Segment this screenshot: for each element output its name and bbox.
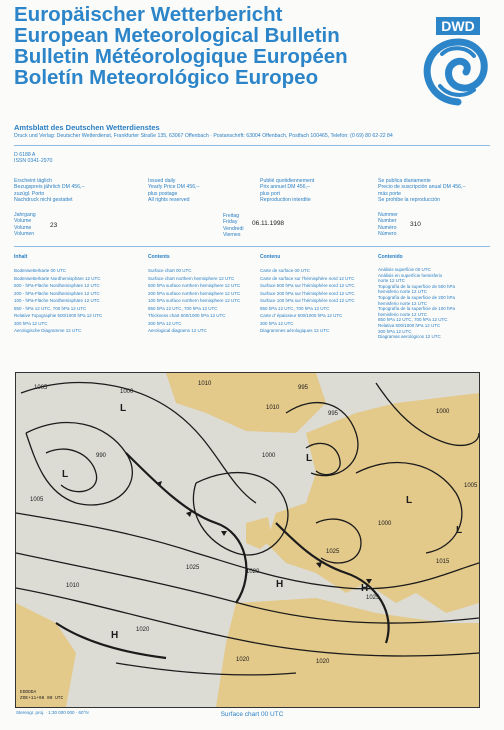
divider (14, 145, 490, 146)
pub-line: Se prohibe la reproducción (378, 197, 441, 204)
number-label: Numéro (378, 224, 397, 231)
pressure-label: 1000 (262, 453, 276, 459)
contents-item: 850 hPa 12 UTC, 700 hPa 12 UTC (148, 305, 218, 311)
publication-german (14, 178, 84, 204)
pressure-label: 1000 (120, 389, 134, 395)
number-label: Nummer (378, 212, 398, 218)
publication-french (260, 178, 314, 204)
pub-line: Issued daily (148, 178, 176, 184)
issn: ISSN 0341-2970 (14, 158, 53, 165)
contents-heading-german: Inhalt (14, 254, 28, 260)
day-label: Friday (223, 219, 238, 226)
bulletin-titles (14, 4, 348, 88)
pressure-label: 1010 (198, 381, 212, 387)
contents-item: 300 hPa 12 UTC (148, 320, 182, 326)
issue-ids (14, 152, 52, 165)
pub-line: zuzügl. Porto (14, 190, 45, 197)
pub-line: Bezugspreis jährlich DM 456,– (14, 184, 85, 191)
title-german: Europäischer Wetterbericht (14, 3, 283, 26)
low-pressure-centre: L (120, 403, 127, 414)
contents-item: Carte de surface sur l'hémisphère nord 12 UTC (260, 275, 355, 281)
pressure-label: 1025 (326, 549, 340, 555)
volume-label: Volume (14, 224, 32, 231)
pub-line: plus postage (148, 190, 178, 197)
title-spanish: Boletín Meteorológico Europeo (14, 66, 319, 89)
contents-item: Surface 100 hPa sur l'hémisphère nord 12 UTC (260, 298, 355, 303)
contents-item: Topografía de la superficie de 200 hPa (378, 294, 456, 300)
contents-item: Análisis en superficie hemisferio (378, 272, 443, 278)
volume-label: Jahrgang (14, 212, 36, 218)
map-caption: Surface chart 00 UTC (220, 711, 284, 718)
day-label: Viernes (223, 232, 241, 239)
contents-item: 200 hPa surface northern hemisphere 12 UTC (148, 290, 241, 296)
contents-item: 300 hPa 12 UTC (378, 328, 412, 334)
contents-item: Thickness chart 500/1000 hPa 12 UTC (148, 313, 226, 318)
title-french: Bulletin Météorologique Européen (14, 45, 348, 68)
pressure-label: 1015 (436, 559, 450, 565)
divider (14, 246, 490, 247)
publication-english (148, 178, 199, 204)
contents-item: hemisferio norte 12 UTC (378, 289, 428, 295)
contents-list-english (148, 267, 240, 335)
pressure-label: 995 (298, 385, 309, 391)
pub-line: Erscheint täglich (14, 178, 53, 184)
contents-item: 850 - hPa 12 UTC, 700 hPa 12 UTC (14, 305, 87, 311)
contents-item: Carte de surface 00 UTC (260, 268, 311, 273)
pressure-label: 990 (96, 453, 107, 459)
low-pressure-centre: L (306, 453, 313, 464)
contents-item: 300 hPa 12 UTC (14, 320, 48, 326)
series-id: D 6188 A (14, 152, 36, 158)
pressure-label: 1020 (136, 627, 150, 633)
low-pressure-centre: L (456, 525, 463, 536)
contents-item: Relative Topographie 500/1000 hPa 12 UTC (14, 313, 103, 318)
contents-item: Surface 200 hPa sur l'hémisphère nord 12 UTC (260, 290, 355, 296)
pub-line: más porte (378, 190, 402, 197)
pressure-label: 1000 (378, 521, 392, 527)
low-pressure-centre: L (406, 495, 413, 506)
pressure-label: 1005 (34, 385, 48, 391)
logo-text: DWD (441, 18, 475, 34)
contents-item: 500 hPa surface northern hemisphere 12 UTC (148, 283, 241, 288)
high-pressure-centre: H (276, 579, 284, 590)
contents-list-spanish (378, 267, 455, 340)
pressure-label: 995 (328, 411, 339, 417)
pub-line: All rights reserved (148, 197, 190, 204)
number-label: Number (378, 218, 397, 225)
publication-spanish (378, 178, 465, 204)
weather-map-svg (16, 373, 479, 707)
contents-item: Surface chart 00 UTC (148, 268, 192, 273)
pressure-label: 1020 (316, 659, 330, 665)
volume-label: Volumen (14, 231, 35, 238)
contents-item: Aerologische Diagramme 12 UTC (14, 328, 82, 333)
contents-list-german (14, 267, 102, 335)
pressure-label: 1025 (366, 595, 380, 601)
pressure-label: 1020 (236, 657, 250, 663)
day-labels (223, 213, 243, 239)
contents-item: 300 hPa 12 UTC (260, 320, 294, 326)
number-labels (378, 212, 398, 238)
day-label: Vendredi (223, 225, 244, 232)
volume-labels (14, 212, 36, 238)
pressure-label: 1025 (186, 565, 200, 571)
number-label: Número (378, 231, 397, 238)
high-pressure-centre: H (361, 583, 369, 594)
high-pressure-centre: H (111, 630, 119, 641)
publisher-address: Druck und Verlag: Deutscher Wetterdienst, Frankfurter Straße 135, 63067 Offenbach · Postanschrift: 63004 Offenbach, Postfach 100465, Telefon: (0 69) 80 62-22 84 (14, 133, 393, 139)
contents-item: Surface 500 hPa sur l'hémisphère nord 12 UTC (260, 283, 355, 288)
pub-line: Precio de suscripción anual DM 456,– (378, 184, 466, 191)
stamp-line: EDDDDA (20, 690, 37, 695)
pressure-label: 1005 (30, 497, 44, 503)
issue-date: 06.11.1998 (252, 220, 285, 227)
contents-item: norte 12 UTC (378, 278, 406, 284)
contents-heading-english: Contents (148, 254, 170, 260)
pressure-label: 1010 (266, 405, 280, 411)
volume-label: Volume (14, 218, 32, 225)
contents-item: Bodenwetterkarte Nordhemisphäre 12 UTC (14, 275, 101, 281)
stamp-line: ZOE+11+98 00 UTC (20, 696, 64, 701)
issue-number: 310 (410, 221, 421, 228)
pub-line: Reproduction interdite (260, 197, 311, 204)
contents-item: hemisferio norte 12 UTC (378, 311, 428, 317)
contents-item: 850 hPa 12 UTC, 700 hPa 12 UTC (378, 317, 448, 323)
pub-line: Yearly Price DM 456,– (148, 184, 200, 191)
contents-item: 850 hPa 12 UTC, 700 hPa 12 UTC (260, 305, 330, 311)
contents-item: 500 - hPa-Fläche Nordhemisphäre 12 UTC (14, 283, 100, 288)
contents-item: Análisis superficie 00 UTC (378, 267, 431, 272)
pub-line: Nachdruck nicht gestattet (14, 197, 73, 204)
contents-item: Diagrammes aérologiques 12 UTC (260, 328, 330, 333)
contents-item: 100 - hPa-Fläche Nordhemisphäre 12 UTC (14, 298, 100, 303)
pressure-label: 1010 (66, 583, 80, 589)
contents-list-french (260, 267, 355, 335)
contents-item: Bodenwetterkarte 00 UTC (14, 268, 67, 273)
contents-item: Surface chart northern hemisphere 12 UTC (148, 275, 235, 281)
title-english: European Meteorological Bulletin (14, 24, 340, 47)
map-scale: Stereogr. proj. · 1:30 000 000 · 60°N (16, 710, 89, 715)
pressure-label: 1005 (464, 483, 478, 489)
contents-heading-french: Contenu (260, 254, 281, 260)
contents-item: Carte d' épaisseur 500/1000 hPa 12 UTC (260, 313, 343, 318)
contents-item: Topografía de la superficie de 100 hPa (378, 306, 456, 312)
contents-item: Topografía de la superficie de 500 hPa (378, 283, 456, 289)
pub-line: plus port (260, 190, 280, 197)
pressure-label: 1020 (246, 569, 260, 575)
contents-item: hemisferio norte 12 UTC (378, 300, 428, 306)
contents-heading-spanish: Contenido (378, 254, 403, 260)
contents-item: Relativa 500/1000 hPa 12 UTC (378, 322, 441, 328)
pub-line: Prix annuel DM 456,– (260, 184, 310, 191)
pub-line: Se publica diariamente (378, 178, 431, 184)
day-label: Freitag (223, 213, 240, 219)
surface-weather-map (15, 372, 480, 708)
contents-item: 200 - hPa-Fläche Nordhemisphäre 12 UTC (14, 290, 100, 296)
volume-value: 23 (50, 222, 58, 229)
contents-item: Diagramas aerológicos 12 UTC (378, 334, 441, 340)
contents-item: 100 hPa surface northern hemisphere 12 UTC (148, 298, 241, 303)
pressure-label: 1000 (436, 409, 450, 415)
low-pressure-centre: L (62, 469, 69, 480)
pub-line: Publié quotidiennement (260, 178, 315, 184)
contents-item: Aerological diagrams 12 UTC (148, 328, 207, 333)
publisher-authority: Amtsblatt des Deutschen Wetterdienstes (14, 123, 160, 132)
